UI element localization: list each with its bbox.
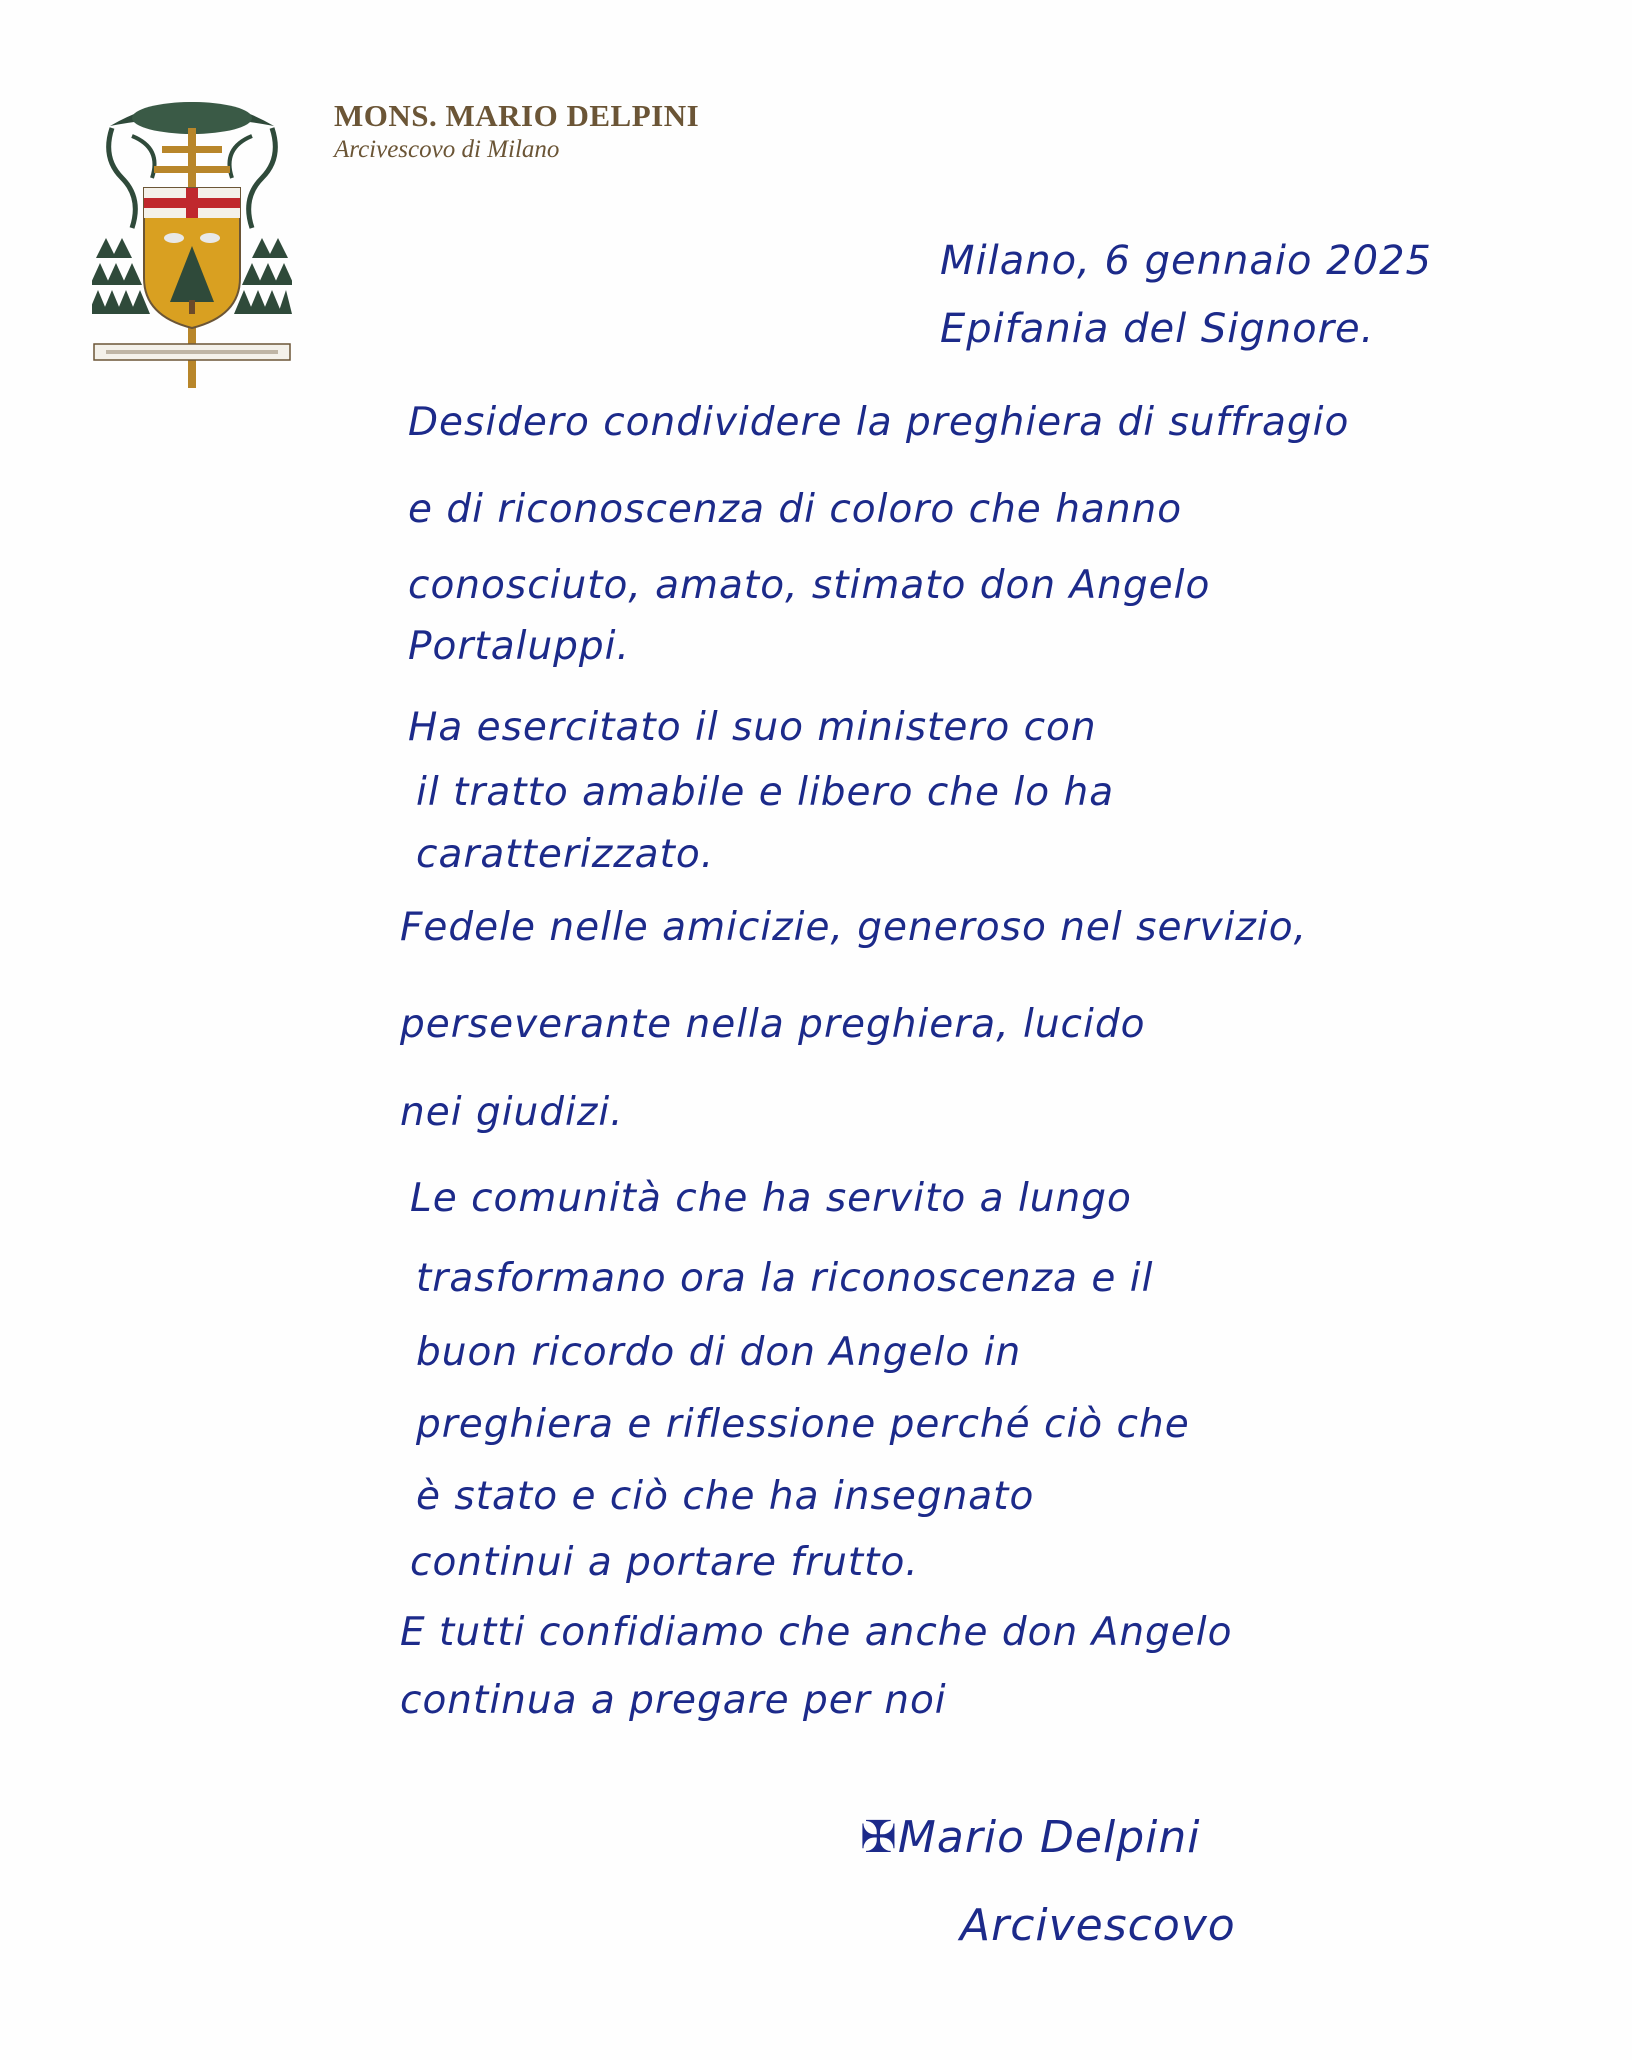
- body-line: continui a portare frutto.: [410, 1540, 919, 1585]
- feast-day: Epifania del Signore.: [940, 306, 1375, 352]
- letterhead-title: Arcivescovo di Milano: [334, 136, 560, 163]
- body-line: e di riconoscenza di coloro che hanno: [408, 487, 1183, 532]
- signature-role: Arcivescovo: [960, 1900, 1236, 1951]
- letterhead-name: MONS. MARIO DELPINI: [334, 98, 700, 133]
- body-line: trasformano ora la riconoscenza e il: [416, 1256, 1154, 1301]
- place-date: Milano, 6 gennaio 2025: [940, 238, 1432, 284]
- body-line: perseverante nella preghiera, lucido: [400, 1002, 1146, 1047]
- body-line: il tratto amabile e libero che lo ha: [416, 770, 1115, 815]
- signature-name: ✠Mario Delpini: [860, 1812, 1201, 1863]
- body-line: Ha esercitato il suo ministero con: [408, 705, 1097, 750]
- body-line: E tutti confidiamo che anche don Angelo: [400, 1610, 1233, 1655]
- body-line: è stato e ciò che ha insegnato: [416, 1474, 1035, 1519]
- body-line: conosciuto, amato, stimato don Angelo: [408, 563, 1211, 608]
- body-line: Le comunità che ha servito a lungo: [410, 1176, 1132, 1221]
- body-line: Fedele nelle amicizie, generoso nel servizio,: [400, 905, 1307, 950]
- body-line: caratterizzato.: [416, 832, 715, 877]
- body-line: buon ricordo di don Angelo in: [416, 1330, 1022, 1375]
- body-line: continua a pregare per noi: [400, 1678, 947, 1723]
- body-line: nei giudizi.: [400, 1090, 624, 1135]
- body-line: Desidero condividere la preghiera di suffragio: [408, 400, 1350, 445]
- archbishop-coat-of-arms-icon: [92, 88, 292, 403]
- body-line: Portaluppi.: [408, 624, 630, 669]
- body-line: preghiera e riflessione perché ciò che: [416, 1402, 1190, 1447]
